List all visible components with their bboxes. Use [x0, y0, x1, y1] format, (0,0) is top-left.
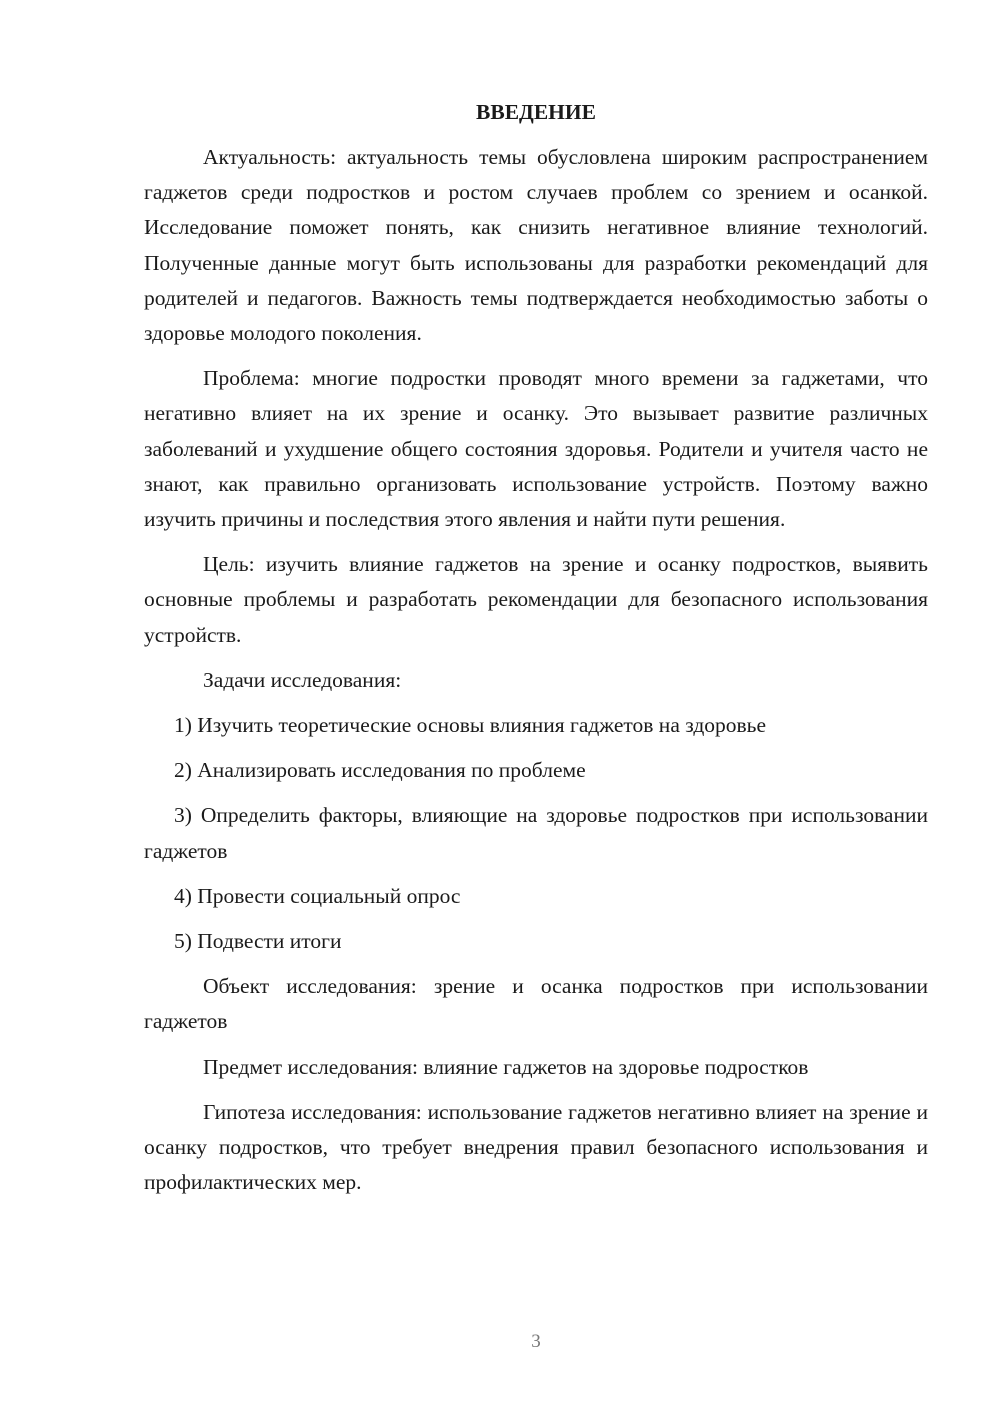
paragraph-hypothesis: Гипотеза исследования: использование гаджетов негативно влияет на зрение и осанку подростков, что требует внедрения правил безопасного использования и профилактических мер. [144, 1099, 928, 1195]
task-item-1: 1) Изучить теоретические основы влияния гаджетов на здоровье [174, 713, 767, 738]
page-number: 3 [531, 1331, 541, 1352]
tasks-heading: Задачи исследования: [203, 667, 402, 692]
task-item-3: 3) Определить факторы, влияющие на здоровье подростков при использовании гаджетов [144, 803, 928, 863]
paragraph-goal: Цель: изучить влияние гаджетов на зрение и осанку подростков, выявить основные проблемы и разработать рекомендации для безопасного использования устройств. [144, 552, 928, 647]
paragraph-subject: Предмет исследования: влияние гаджетов на здоровье подростков [203, 1054, 809, 1079]
task-item-5: 5) Подвести итоги [174, 929, 342, 954]
task-item-2: 2) Анализировать исследования по проблеме [174, 758, 586, 783]
paragraph-object: Объект исследования: зрение и осанка подростков при использовании гаджетов [144, 974, 928, 1034]
paragraph-problem: Проблема: многие подростки проводят много времени за гаджетами, что негативно влияет на их зрение и осанку. Это вызывает развитие различных заболеваний и ухудшение общего состояния здоровья. Родители и учителя часто не знают, как правильно организовать использование устройств. Поэтому важно изучить причины и последствия этого явления и найти пути решения. [144, 366, 928, 532]
page-content [144, 95, 928, 1210]
paragraph-relevance: Актуальность: актуальность темы обусловлена широким распространением гаджетов среди подростков и ростом случаев проблем со зрением и осанкой. Исследование поможет понять, как снизить негативное влияние технологий. Полученные данные могут быть использованы для разработки рекомендаций для родителей и педагогов. Важность темы подтверждается необходимостью заботы о здоровье молодого поколения. [144, 145, 928, 346]
page-title: ВВЕДЕНИЕ [476, 100, 596, 124]
task-item-4: 4) Провести социальный опрос [174, 883, 461, 908]
